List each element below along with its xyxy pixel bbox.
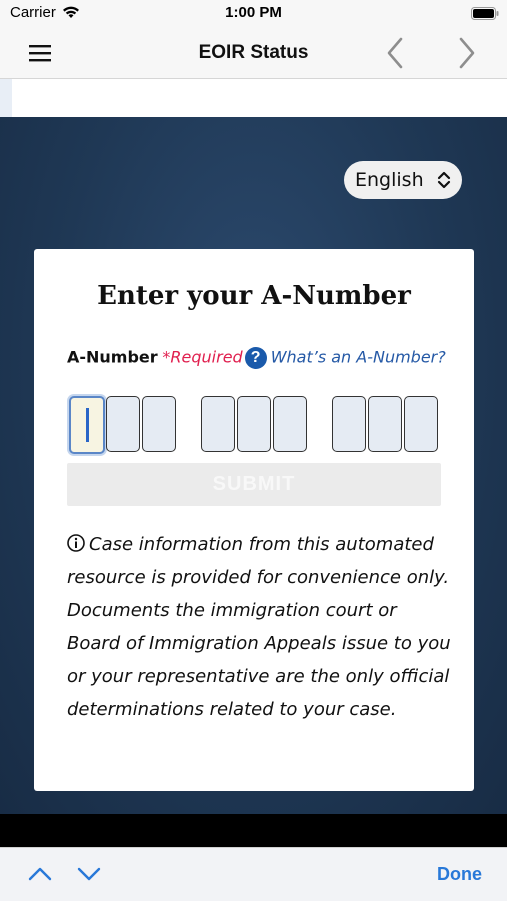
a-number-label: A-Number: [67, 347, 158, 367]
digit-input-8[interactable]: [368, 396, 402, 452]
digit-input-3[interactable]: [142, 396, 176, 452]
a-number-input-group: [69, 396, 439, 452]
disclaimer-text: Case information from this automated resource is provided for convenience only. Documents the immigration court or Board of Immigration Appeals issue to you or your representative are the only official determinations related to your case.: [67, 534, 451, 720]
page-title: EOIR Status: [198, 42, 309, 63]
navigation-bar: [0, 28, 507, 79]
input-accessory-toolbar: [0, 847, 507, 901]
card-title: Enter your A-Number: [97, 281, 411, 311]
header-edge: [0, 79, 12, 117]
digit-input-4[interactable]: [201, 396, 235, 452]
carrier-label: Carrier: [10, 4, 56, 21]
disclaimer-notice: [67, 528, 452, 726]
a-number-card: [34, 249, 474, 791]
help-icon[interactable]: ?: [245, 347, 267, 369]
page-header-strip: [0, 79, 507, 117]
digit-input-5[interactable]: [237, 396, 271, 452]
text-caret: [86, 408, 89, 442]
back-chevron-icon[interactable]: [380, 36, 412, 70]
forward-chevron-icon[interactable]: [450, 36, 482, 70]
clock: 1:00 PM: [225, 4, 282, 21]
done-button[interactable]: Done: [437, 864, 482, 884]
status-bar: [0, 0, 507, 28]
battery-icon: [471, 7, 499, 20]
digit-input-6[interactable]: [273, 396, 307, 452]
next-field-chevron-icon[interactable]: [76, 863, 102, 885]
info-icon: [67, 534, 85, 552]
digit-input-7[interactable]: [332, 396, 366, 452]
field-label-row: [67, 347, 467, 373]
whats-a-number-link[interactable]: What’s an A-Number?: [270, 347, 446, 367]
language-selected: English: [355, 169, 424, 191]
digit-input-2[interactable]: [106, 396, 140, 452]
previous-field-chevron-icon[interactable]: [27, 863, 53, 885]
up-down-caret-icon: [436, 170, 452, 190]
digit-input-1[interactable]: [69, 396, 105, 454]
required-label: *Required: [162, 347, 243, 367]
digit-input-9[interactable]: [404, 396, 438, 452]
language-selector[interactable]: [344, 161, 462, 199]
submit-button[interactable]: SUBMIT: [67, 463, 441, 506]
footer-strip: [0, 814, 507, 847]
